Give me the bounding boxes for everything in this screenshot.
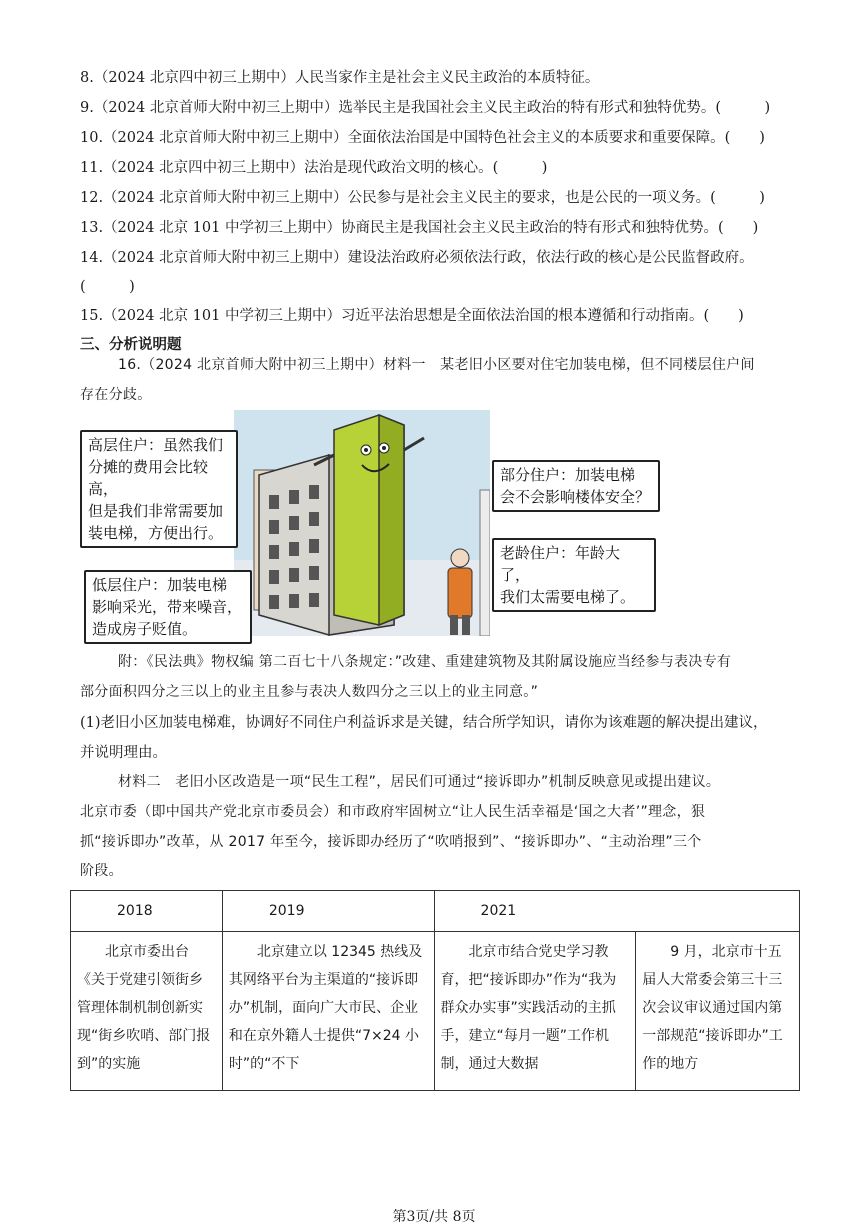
table-cell: 9 月，北京市十五届人大常委会第三十三次会议审议通过国内第一部规范“接诉即办”工作的地方 xyxy=(642,944,783,1072)
question-8: 8.（2024 北京四中初三上期中）人民当家作主是社会主义民主政治的本质特征。 xyxy=(80,70,600,86)
question-9: 9.（2024 北京首师大附中初三上期中）选举民主是我国社会主义民主政治的特有形式和独特优势。( ) xyxy=(80,100,771,116)
bubble-high-floor: 高层住户：虽然我们 分摊的费用会比较高， 但是我们非常需要加 装电梯，方便出行。 xyxy=(80,430,238,548)
question-13: 13.（2024 北京 101 中学初三上期中）协商民主是我国社会主义民主政治的特有形式和独特优势。( ) xyxy=(80,220,759,236)
q16-line2: 存在分歧。 xyxy=(80,387,152,403)
appendix-line2: 部分面积四分之三以上的业主且参与表决人数四分之三以上的业主同意。” xyxy=(80,684,539,700)
q16-line1: 16.（2024 北京首师大附中初三上期中）材料一 某老旧小区要对住宅加装电梯，但不同楼层住户间 xyxy=(118,357,755,373)
question-12: 12.（2024 北京首师大附中初三上期中）公民参与是社会主义民主的要求，也是公民的一项义务。( ) xyxy=(80,190,765,206)
section-title: 三、分析说明题 xyxy=(80,337,182,353)
page-footer: 第3页/共 8页 xyxy=(392,1209,476,1225)
table-header-cell: 2019 xyxy=(222,891,434,932)
table-cell: 北京市委出台《关于党建引领街乡管理体制机制创新实现“街乡吹哨、部门报到”的实施 xyxy=(77,944,211,1072)
table-header-cell: 2021 xyxy=(434,891,636,932)
table-cell: 北京市结合党史学习教育，把“接诉即办”作为“我为群众办实事”实践活动的主抓手，建立“每月一题”工作机制，通过大数据 xyxy=(440,944,617,1072)
bubble-low-floor: 低层住户：加装电梯 影响采光，带来噪音， 造成房子贬值。 xyxy=(84,570,252,644)
question-11: 11.（2024 北京四中初三上期中）法治是现代政治文明的核心。( ) xyxy=(80,160,548,176)
bubble-elderly-residents: 老龄住户：年龄大了， 我们太需要电梯了。 xyxy=(492,538,656,612)
table-header-row xyxy=(71,891,800,932)
question-10: 10.（2024 北京首师大附中初三上期中）全面依法治国是中国特色社会主义的本质要求和重要保障。( ) xyxy=(80,130,765,146)
timeline-table xyxy=(70,890,800,1091)
material2-line2: 北京市委（即中国共产党北京市委员会）和市政府牢固树立“让人民生活幸福是‘国之大者’”理念，狠 xyxy=(80,804,706,820)
material2-line3: 抓“接诉即办”改革，从 2017 年至今，接诉即办经历了“吹哨报到”、“接诉即办”、“主动治理”三个 xyxy=(80,834,702,850)
elevator-cartoon xyxy=(80,410,660,638)
material2-line4: 阶段。 xyxy=(80,863,123,879)
appendix-line1: 附：《民法典》物权编 第二百七十八条规定：”改建、重建建筑物及其附属设施应当经参与表决专有 xyxy=(118,654,732,670)
material2-line1: 材料二 老旧小区改造是一项“民生工程”，居民们可通过“接诉即办”机制反映意见或提出建议。 xyxy=(118,774,721,790)
building-illustration xyxy=(234,410,490,636)
question-15: 15.（2024 北京 101 中学初三上期中）习近平法治思想是全面依法治国的根本遵循和行动指南。( ) xyxy=(80,308,744,324)
bubble-partial-residents: 部分住户：加装电梯 会不会影响楼体安全？ xyxy=(492,460,660,512)
question-14: 14.（2024 北京首师大附中初三上期中）建设法治政府必须依法行政，依法行政的核心是公民监督政府。 xyxy=(80,250,754,266)
sub-question-1-line2: 并说明理由。 xyxy=(80,745,167,761)
sub-question-1-line1: (1)老旧小区加装电梯难，协调好不同住户利益诉求是关键，结合所学知识，请你为该难题的解决提出建议， xyxy=(80,715,768,731)
table-header-cell xyxy=(636,891,800,932)
table-cell: 北京建立以 12345 热线及其网络平台为主渠道的“接诉即办”机制，面向广大市民、企业和在京外籍人士提供“7×24 小时”的“不下 xyxy=(228,944,423,1072)
table-row xyxy=(71,932,800,1091)
question-14-blank: ( ) xyxy=(80,279,135,295)
table-header-cell: 2018 xyxy=(71,891,223,932)
